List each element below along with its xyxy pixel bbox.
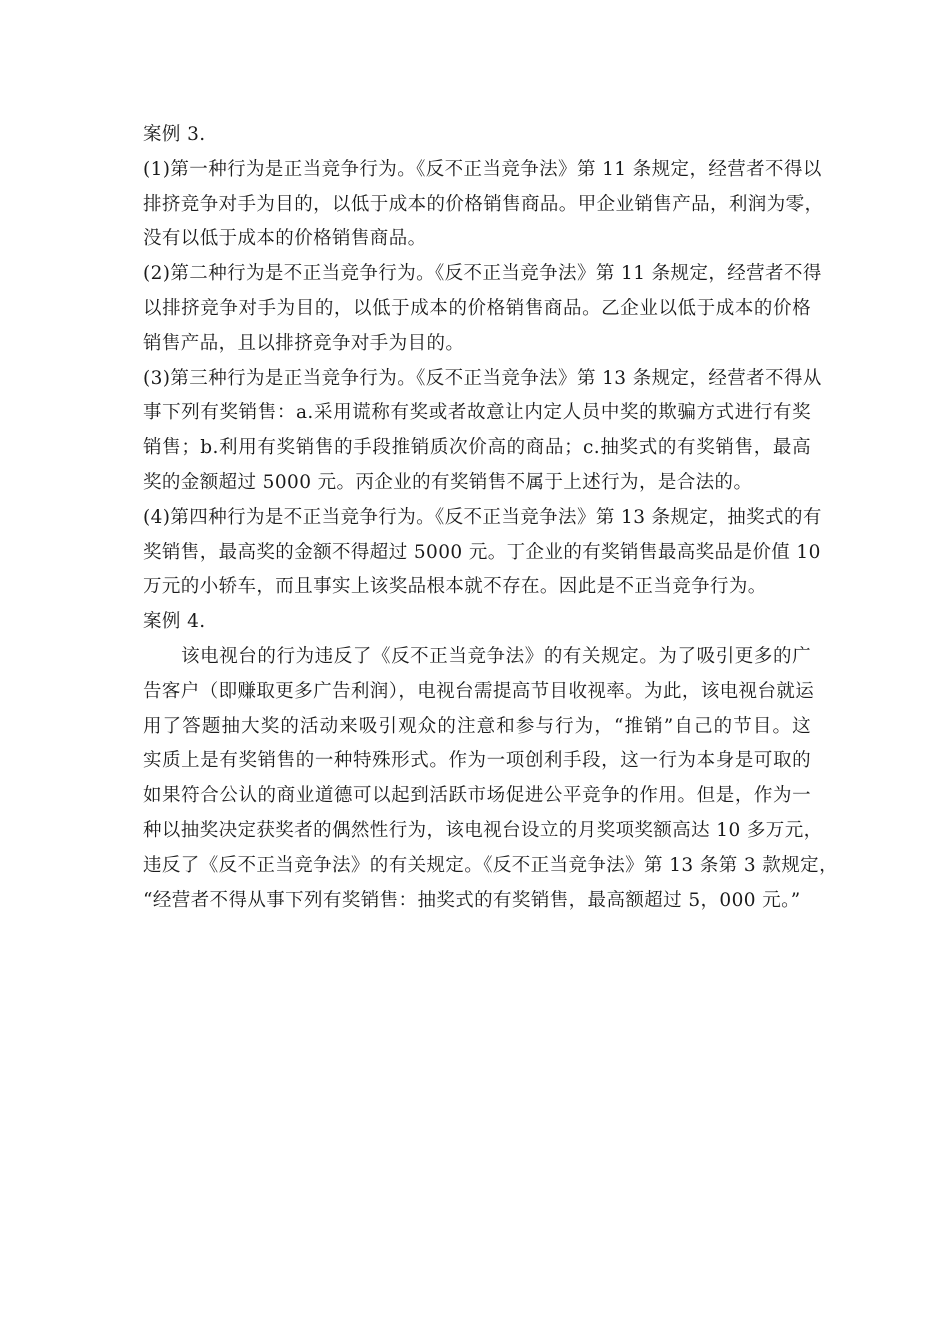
text-line: 万元的小轿车，而且事实上该奖品根本就不存在。因此是不正当竞争行为。 [143,576,767,598]
text-line: (2)第二种行为是不正当竞争行为。《反不正当竞争法》第 11 条规定，经营者不得 [143,263,822,285]
text-line: 种以抽奖决定获奖者的偶然性行为，该电视台设立的月奖项奖额高达 10 多万元， [143,819,823,841]
text-line: 用了答题抽大奖的活动来吸引观众的注意和参与行为，“推销”自己的节目。这 [143,715,811,737]
text-line: 奖销售，最高奖的金额不得超过 5000 元。丁企业的有奖销售最高奖品是价值 10 [143,541,821,563]
text-line: 如果符合公认的商业道德可以起到活跃市场促进公平竞争的作用。但是，作为一 [143,785,811,807]
case3-item-2 [143,257,822,361]
text-line: 以排挤竞争对手为目的，以低于成本的价格销售商品。乙企业以低于成本的价格 [143,297,811,319]
text-line: 没有以低于成本的价格销售商品。 [143,228,427,250]
text-line: 告客户（即赚取更多广告利润），电视台需提高节目收视率。为此，该电视台就运 [143,680,815,702]
case4-heading: 案例 4. [143,611,206,633]
text-line: (1)第一种行为是正当竞争行为。《反不正当竞争法》第 11 条规定，经营者不得以 [143,158,822,180]
case3-heading: 案例 3. [143,124,206,145]
text-line: 事下列有奖销售：a.采用谎称有奖或者故意让内定人员中奖的欺骗方式进行有奖 [143,402,811,424]
text-line: 销售；b.利用有奖销售的手段推销质次价高的商品；c.抽奖式的有奖销售，最高 [143,437,811,459]
text-line: 排挤竞争对手为目的，以低于成本的价格销售商品。甲企业销售产品，利润为零， [143,193,824,215]
text-line: 奖的金额超过 5000 元。丙企业的有奖销售不属于上述行为，是合法的。 [143,471,753,493]
case4-paragraph [143,640,838,918]
case3-item-4 [143,501,822,605]
text-line: “经营者不得从事下列有奖销售：抽奖式的有奖销售，最高额超过 5，000 元。” [143,889,801,911]
text-line: 该电视台的行为违反了《反不正当竞争法》的有关规定。为了吸引更多的广 [181,645,811,667]
text-line: (3)第三种行为是正当竞争行为。《反不正当竞争法》第 13 条规定，经营者不得从 [143,367,822,389]
text-line: (4)第四种行为是不正当竞争行为。《反不正当竞争法》第 13 条规定，抽奖式的有 [143,506,822,528]
document-page [143,118,838,918]
text-line: 销售产品，且以排挤竞争对手为目的。 [143,332,465,354]
text-line: 实质上是有奖销售的一种特殊形式。作为一项创利手段，这一行为本身是可取的 [143,750,811,772]
case3-item-3 [143,362,822,501]
text-line: 违反了《反不正当竞争法》的有关规定。《反不正当竞争法》第 13 条第 3 款规定， [143,854,838,876]
case3-item-1 [143,153,824,257]
